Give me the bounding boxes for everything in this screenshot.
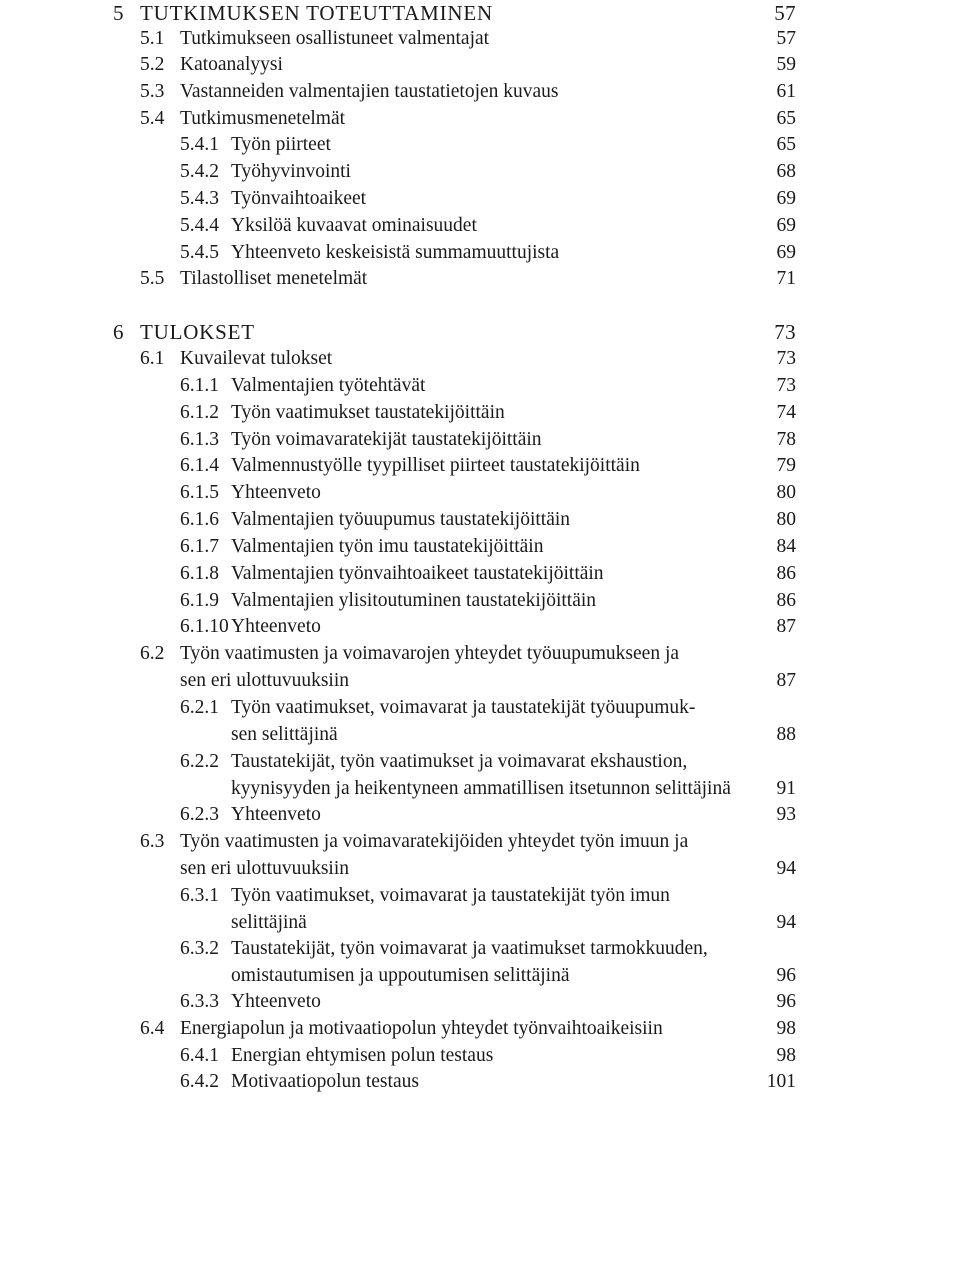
toc-entry-title: Tutkimusmenetelmät: [180, 108, 346, 129]
toc-entry-number: 5.1: [140, 28, 165, 49]
toc-page-number: 86: [776, 563, 796, 584]
toc-page-number: 96: [776, 964, 796, 986]
toc-entry-title: Taustatekijät, työn voimavarat ja vaatimukset tarmokkuuden,: [231, 938, 708, 959]
toc-page-number: 73: [774, 320, 796, 344]
toc-entry-title: Yhteenveto: [231, 991, 321, 1012]
toc-entry-title: Motivaatiopolun testaus: [231, 1071, 419, 1092]
toc-page-number: 69: [776, 242, 796, 263]
toc-page-number: 68: [776, 161, 796, 182]
toc-page-number: 57: [776, 28, 796, 49]
toc-entry-number: 6.1.10: [180, 616, 229, 637]
toc-page-number: 86: [776, 590, 796, 611]
toc-entry-number: 6.2.2: [180, 751, 219, 772]
toc-entry-title: Yhteenveto: [231, 804, 321, 825]
toc-entry-title: Valmentajien työn imu taustatekijöittäin: [231, 536, 544, 557]
toc-page-number: 65: [776, 108, 796, 129]
toc-entry-number: 6.3: [140, 831, 165, 852]
toc-entry-number: 5.4: [140, 108, 165, 129]
toc-entry-title: Yhteenveto keskeisistä summamuuttujista: [231, 242, 560, 263]
toc-entry-title: Valmentajien työnvaihtoaikeet taustatekijöittäin: [231, 563, 604, 584]
toc-entry-title-continued: sen eri ulottuvuuksiin: [180, 669, 349, 691]
toc-page-number: 93: [776, 804, 796, 825]
toc-entry-title: Työn vaatimusten ja voimavarojen yhteydet työuupumukseen ja: [180, 643, 680, 664]
toc-entry-title: Vastanneiden valmentajien taustatietojen kuvaus: [180, 81, 559, 102]
toc-page-number: 69: [776, 215, 796, 236]
toc-entry-number: 6.2: [140, 643, 165, 664]
toc-entry-title: Valmentajien työtehtävät: [231, 375, 426, 396]
toc-entry-title: Työn piirteet: [231, 134, 331, 155]
toc-entry-title: Taustatekijät, työn vaatimukset ja voimavarat ekshaustion,: [231, 751, 688, 772]
toc-entry-title: Työn vaatimusten ja voimavaratekijöiden yhteydet työn imuun ja: [180, 831, 689, 852]
toc-entry-title: Työn vaatimukset, voimavarat ja taustatekijät työn imun: [231, 885, 670, 906]
toc-entry-number: 6.1.3: [180, 429, 219, 450]
toc-page-number: 98: [776, 1045, 796, 1066]
toc-entry-number: 5.4.2: [180, 161, 219, 182]
toc-entry-number: 6.1.4: [180, 455, 219, 476]
toc-entry-number: 6.1.8: [180, 563, 219, 584]
toc-entry-number: 5.2: [140, 54, 165, 75]
toc-entry-number: 6.1.6: [180, 509, 219, 530]
toc-page-number: 80: [776, 482, 796, 503]
toc-page-number: 87: [776, 616, 796, 637]
toc-entry-title: Tutkimukseen osallistuneet valmentajat: [180, 28, 490, 49]
toc-entry-title: Valmentajien työuupumus taustatekijöittäin: [231, 509, 571, 530]
toc-entry-number: 6.4: [140, 1018, 165, 1039]
toc-page-number: 87: [776, 669, 796, 691]
toc-entry-title: TUTKIMUKSEN TOTEUTTAMINEN: [140, 1, 493, 25]
toc-entry-title-continued: kyynisyyden ja heikentyneen ammatillisen itsetunnon selittäjinä: [231, 777, 731, 799]
toc-page-number: 94: [776, 911, 796, 933]
toc-entry-title: Tilastolliset menetelmät: [180, 268, 368, 289]
toc-entry-number: 6.4.2: [180, 1071, 219, 1092]
toc-entry-title: Valmentajien ylisitoutuminen taustatekijöittäin: [231, 590, 597, 611]
toc-entry-number: 6.2.1: [180, 697, 219, 718]
toc-entry-title: Työnvaihtoaikeet: [231, 188, 367, 209]
toc-entry-number: 5: [113, 1, 124, 25]
toc-page-number: 73: [776, 375, 796, 396]
toc-entry-number: 6.2.3: [180, 804, 219, 825]
toc-page-number: 84: [776, 536, 796, 557]
toc-entry-number: 5.4.4: [180, 215, 219, 236]
toc-entry-number: 6.1.9: [180, 590, 219, 611]
toc-page-number: 101: [766, 1071, 796, 1092]
toc-page-number: 79: [776, 455, 796, 476]
toc-entry-title: TULOKSET: [140, 320, 255, 344]
toc-page-number: 98: [776, 1018, 796, 1039]
toc-page-number: 74: [776, 402, 796, 423]
toc-entry-title: Työn vaatimukset, voimavarat ja taustatekijät työuupumuk-: [231, 697, 696, 718]
toc-entry-title-continued: sen selittäjinä: [231, 723, 338, 745]
toc-entry-number: 6.3.2: [180, 938, 219, 959]
toc-entry-number: 5.4.5: [180, 242, 219, 263]
toc-entry-title: Työhyvinvointi: [231, 161, 351, 182]
toc-entry-title: Kuvailevat tulokset: [180, 348, 333, 369]
toc-page-number: 91: [776, 777, 796, 799]
toc-entry-number: 6.3.3: [180, 991, 219, 1012]
toc-page-number: 65: [776, 134, 796, 155]
toc-page-number: 59: [776, 54, 796, 75]
toc-entry-number: 6.4.1: [180, 1045, 219, 1066]
toc-entry-title: Työn voimavaratekijät taustatekijöittäin: [231, 429, 542, 450]
toc-entry-number: 6.1.2: [180, 402, 219, 423]
toc-entry-title: Katoanalyysi: [180, 54, 283, 75]
toc-entry-number: 5.4.1: [180, 134, 219, 155]
toc-entry-number: 6.1.5: [180, 482, 219, 503]
toc-page-number: 88: [776, 723, 796, 745]
toc-entry-title: Työn vaatimukset taustatekijöittäin: [231, 402, 505, 423]
toc-page-number: 69: [776, 188, 796, 209]
toc-page-number: 61: [776, 81, 796, 102]
toc-entry-number: 5.4.3: [180, 188, 219, 209]
toc-entry-title: Energiapolun ja motivaatiopolun yhteydet työnvaihtoaikeisiin: [180, 1018, 663, 1039]
toc-entry-title: Yksilöä kuvaavat ominaisuudet: [231, 215, 477, 236]
toc-entry-title-continued: sen eri ulottuvuuksiin: [180, 857, 349, 879]
toc-entry-title: Yhteenveto: [231, 482, 321, 503]
toc-page-number: 57: [774, 1, 796, 25]
toc-entry-title: Valmennustyölle tyypilliset piirteet taustatekijöittäin: [231, 455, 640, 476]
toc-entry-number: 5.3: [140, 81, 165, 102]
toc-entry-title: Energian ehtymisen polun testaus: [231, 1045, 494, 1066]
toc-entry-number: 5.5: [140, 268, 165, 289]
toc-page-number: 78: [776, 429, 796, 450]
toc-entry-number: 6.1: [140, 348, 165, 369]
toc-entry-number: 6: [113, 320, 124, 344]
toc-entry-title: Yhteenveto: [231, 616, 321, 637]
toc-entry-number: 6.1.7: [180, 536, 219, 557]
toc-entry-title-continued: selittäjinä: [231, 911, 307, 933]
toc-entry-title-continued: omistautumisen ja uppoutumisen selittäjinä: [231, 964, 570, 986]
toc-page-number: 94: [776, 857, 796, 879]
toc-entry-number: 6.1.1: [180, 375, 219, 396]
toc-page-number: 96: [776, 991, 796, 1012]
toc-page-number: 71: [776, 268, 796, 289]
toc-page-number: 73: [776, 348, 796, 369]
toc-entry-number: 6.3.1: [180, 885, 219, 906]
toc-page-number: 80: [776, 509, 796, 530]
